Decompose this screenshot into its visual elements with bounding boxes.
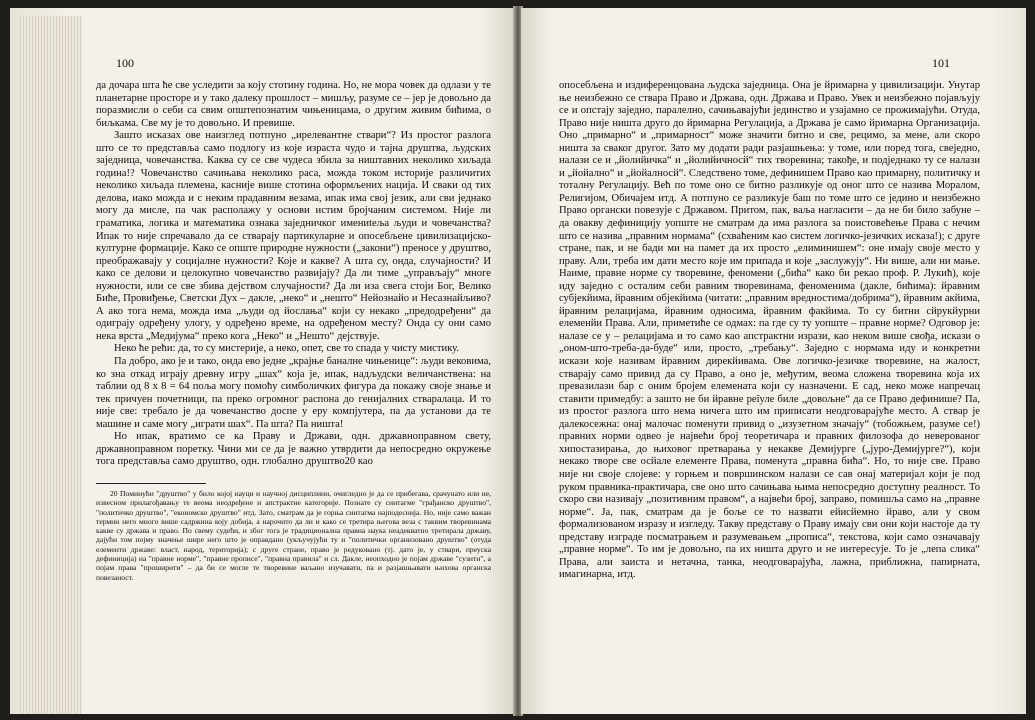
paragraph: да дочара шта ће све уследити за коју стотину година. Но, не мора човек да одлази у те планетарне просторе и у тако далеку прошлост – мишљу, разуме се – јер је довољно да поразмисли о себи са свим општепознатим чињеницама, о другим живим бићима, о биљкама. Све му је то довољно. И превише. [96,80,491,129]
footnote-text: 20 Поминући "друштво" у било којој науци и научној дисциплини, очигледно је да се прибегава, срачунато или не, извесном прилагођавању те веома неодређене и апстрактне категорије. Познате су синтагме "грађанско друштво", "политичко друштво", "економско друштво" итд. Зато, сматрам да је горња синтагма најподеснија. Но, није само важан термин него много више садржина коју добија, а нарочито да ли и како се третира његова веза с таквим творевинама какве су држава и право. По свему судећи, и због тога је традиционална правна наука неадекватно третирала државу, дајући том појму значење шире него што је оправдано (укључујући ту и "политички организовано друштво" (отуда елементи државе: власт, народ, територија); с друге стране, право је редуковано (тј. дато је, у ствари, преуска дефиниција) на "правне норме", "правне прописе", "правна правила" и сл. Дакле, неопходно је појам државе "сузити", а појам права "проширити" – да би се могле те творевине ваљано изучавати, па и разјашњавати њихова органска повезаност. [96,488,491,582]
page-edges [20,16,82,714]
footnote-rule [96,483,206,484]
paragraph: Неко ће рећи: да, то су мистерије, а неко, опет, све то спада у чисту мистику. [114,343,460,355]
left-page-number: 100 [116,56,134,70]
paragraph: Па добро, ако је и тако, онда ево једне „крајње баналне чињенице“: људи вековима, ко зна откад играју древну игру „шах“ која је, ипак, надљудски величанствена: на таблии од 8 х 8 = 64 поља могу помоћу симболичких фигура да покажу своје знање и тек причуен почетници, па преко огромног распона до генијалних стваралаца. И то није све: требало је да човечанство доспе у еру компјутера, па да установи да те машине и саме могу „играти шах“. Па шта? Па ништа! [96,356,491,430]
right-page [521,8,1026,714]
right-page-number: 101 [932,56,950,70]
footnote [96,489,491,582]
paragraph: Зашто исказах ове наизглед потпуно „ирелевантне ствари“? Из простог разлога што се то представља само подлогу из које израста чудо и тајна друштва, људских заједница, човечанства. Каква су се све чудеса збила за ништавних неколико хиљада година!? Човечанство сачињава неколико раса, можда током историје различитих неколико хиљада племена, касније више стотина оформљених нација. И сваки од тих делова, иако можда и с неким прадавним везама, ипак има свој језик, али сви једнако могу да мисле, па чак располажу у основи истим бројчаним системом. Није ли граматика, логика и математика ознака заједничког имениteља људи и човечанства? Ипак то није спречавало да се стварају партикуларне и опосебљене цивилизацијско-културне формације. Како се опште природне нужности („закони“) преносе у друштво, преображавају у социјалне нужности? Које и какве? А шта су, онда, случајности? И како се делови и целокупно човечанство развијају? Да ли тиме „управљају“ многе нужности, или се све збива дејством случајности? Да ли иза свега стоји Бог, Велико Биће, Провиђење, Светски Дух – дакле, „неко“ и „нешто“ Нейознайо и Несазнайљиво? А ако тога нема, можда има „људи од йослања“ који су некако „предодређени“ да одиграју одређену улогу, у одређено време, на одређеном месту? Онда су они само нека врста „Медијума“ преко кога „Неко“ и „Нешто“ дејствује. [96,130,491,342]
paragraph: опосебљена и издиференцована људска заједница. Она је йримарна у цивилизацији. Унутар ње неизбежно се ствара Право и Држава, одн. Држава и Право. Увек и неизбежно појављују се и опстају заједно, паралелно, сачињавајући јединство и узајамно се прожимајући. Отуда, Право није ништа друго до йримарна Регулација, а Држава је само йримарна Организација. Оно „примарно“ и „примарност“ може значити битно и све, рецимо, за мене, али скоро ништа за сваког другог. Зато му додати ради разјашњења: у томе, или поред тога, свеједно, налази се и „йолийичка“ и „йолийичносй“ тих творевина; такође, и подједнако ту се налази и „йойално“ и „йойалносй“. Следствено томе, дефинишем Право као примарну, политичку и тоталну Регулацију. Већ по томе оно се битно разликује од оног што се назива Моралом, Религијом, Обичајем итд. А потпуно се разликује баш по томе што се једино и неизбежно Право органски повезује с Државом. Притом, пак, ваља нагласити – да не би било забуне – да овакву дефиницију уопште не сматрам да има разлога за поистовећење Права с нечим што се назива „правним нормама“ (схваћеним као систем логичко-језичких исказа!); с друге стране, пак, и не бади ми на памет да их просто „елиминишем“: оне имају своје место у праву. Али, треба им дати место које им припада и које „заслужују“. Ни више, али ни мање. Наиме, правне норме су творевине, феномени („бића“ како би рекао проф. Р. Лукић), које иду заједно с осталим себи равним творевинама, феноменима (дакле, бићима): йравним субјекйима, йравним објекйима (читати: „правним вредностима/добрима“), йравним акйима, йравним релацијама, йравним односима, йравним факйима. То су битни сйрукйурни елеменйи Права. Али, приметиће се одмах: па где су ту уопште – правне норме? Одговор је: налазе се у – релацијама и то само као апстрактни изрази, као неком више свођа, искази о „оном-што-треба-да-буде“ или, просто, „требању“. Заједно с нормама иду и конкретни искази које називам йравним дирекйивама. Ове логичко-језичке творевине, на жалост, стварају само привид да су Право, а оно је, међутим, веома сложена творевина која их превазилази бар с оним бројем елемената који су назначени. Е сад, неко може напречац ставити примедбу: а зашто не би йравне реїуле биле „довољне“ да се Право дефинише? Па, из простог разлога што нема ничега што им приписати неодговарајуће место. А ствар је далекосежна: онај малочас поменути привид о „изузетном значају“ (тобожњем, разуме се!) правних норми одвео је највећи број теоретичара и правних филозофа до неверованог хипостазирања, до њиховог претварања у некакве Демијурге („јуро-Демијурге?“), који некако творе све осйале елементе Права, поменута „правна бића“. Но, то није све. Право није ни своје слојеве: у горњем и површинском налази се сав онај материјал који је под руком правника-практичара, све оно што сачињава њима непосредно доступну реалност. То скоро сви називају „позитивним правом“, а највећи број, заправо, помишља само на „правне норме“. Ја, пак, сматрам да је боље се то назвати ейисйемно йраво, али у свом формализованом изразу и изгледу. Такву представу о Праву имају сви они који настоје да ту представу изграде посматрањем и разумевањем „прописа“, текстова, који само означавају „правне норме“. То им је довољно, па их ништа друго и не интересује. То је „лепа слика“ Права, али заиста и нетачна, танка, неодговарајућа, лажна, приближна, папирната, имагинарна, итд. [559,80,980,581]
left-page [10,8,515,714]
left-page-body [96,80,491,582]
right-page-body [559,80,980,582]
paragraph: Но ипак, вратимо се ка Праву и Држави, одн. државноправном свету, државноправном поретку. Чини ми се да је важно утврдити да непосредно окружење тога представља само друштво, одн. глобално друштво20 као [96,431,491,468]
